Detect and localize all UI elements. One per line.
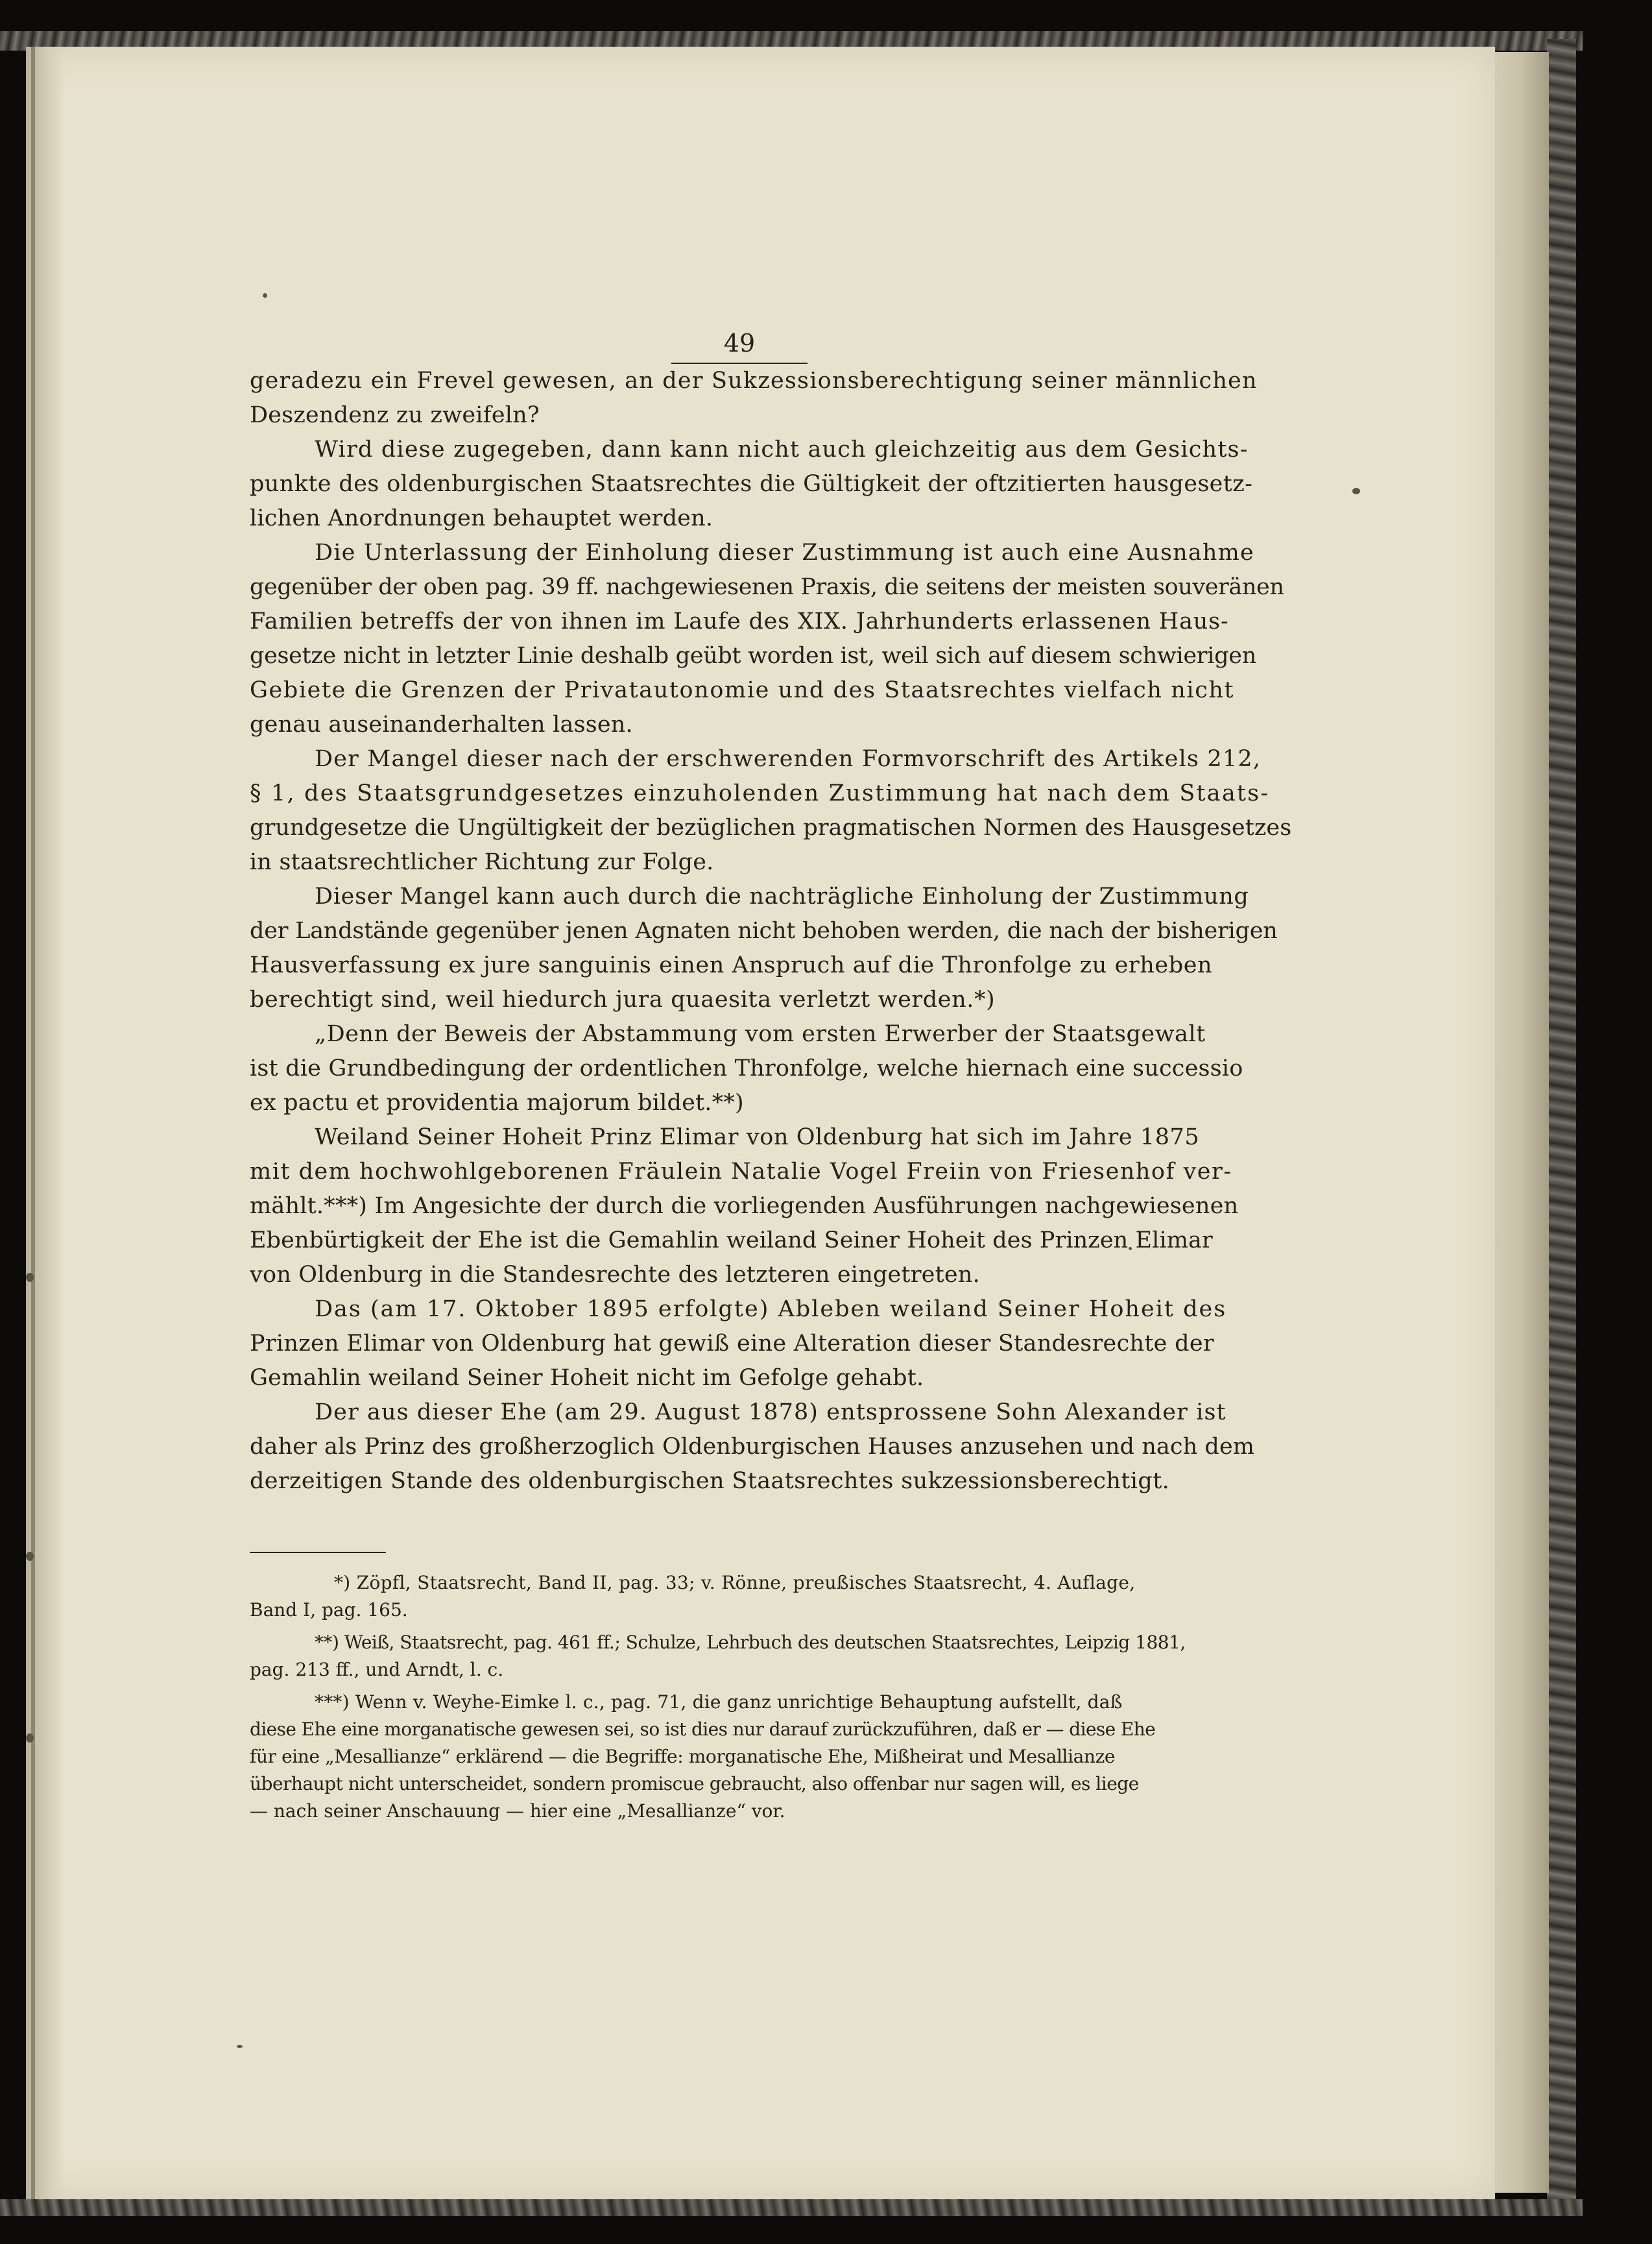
body-line: punkte des oldenburgischen Staatsrechtes die Gültigkeit der oftzitierten hausgesetz- [250, 471, 1253, 497]
body-line: von Oldenburg in die Standesrechte des letzteren eingetreten. [250, 1262, 980, 1288]
body-line: genau auseinanderhalten lassen. [250, 712, 633, 738]
body-line: Gebiete die Grenzen der Privatautonomie und des Staatsrechtes vielfach nicht [250, 677, 1235, 703]
binding-hole [26, 1273, 34, 1282]
body-line: daher als Prinz des großherzoglich Oldenburgischen Hauses anzusehen und nach dem [250, 1434, 1255, 1460]
body-line: der Landstände gegenüber jenen Agnaten nicht behoben werden, die nach der bisherigen [250, 918, 1278, 944]
body-line: derzeitigen Stande des oldenburgischen Staatsrechtes sukzessionsberechtigt. [250, 1468, 1170, 1494]
body-line: Gemahlin weiland Seiner Hoheit nicht im Gefolge gehabt. [250, 1365, 924, 1391]
footnote-line: ***) Wenn v. Weyhe-Eimke l. c., pag. 71, die ganz unrichtige Behauptung aufstellt, daß [315, 1691, 1123, 1713]
body-line: Prinzen Elimar von Oldenburg hat gewiß eine Alteration dieser Standesrechte der [250, 1331, 1214, 1357]
body-line: mit dem hochwohlgeborenen Fräulein Natalie Vogel Freiin von Friesenhof ver- [250, 1159, 1232, 1185]
paper-speck [263, 293, 267, 298]
body-line: Der Mangel dieser nach der erschwerenden Formvorschrift des Artikels 212, [315, 746, 1262, 772]
body-line: „Denn der Beweis der Abstammung vom ersten Erwerber der Staatsgewalt [315, 1021, 1206, 1047]
body-line: in staatsrechtlicher Richtung zur Folge. [250, 849, 714, 875]
footnote-line: Band I, pag. 165. [250, 1599, 408, 1621]
footnote-line: überhaupt nicht unterscheidet, sondern promiscue gebraucht, also offenbar nur sagen will, es liege [250, 1773, 1139, 1794]
binding-hole [26, 1552, 34, 1561]
footnote-line: *) Zöpfl, Staatsrecht, Band II, pag. 33; v. Rönne, preußisches Staatsrecht, 4. Auflage, [334, 1572, 1136, 1593]
body-line: Die Unterlassung der Einholung dieser Zustimmung ist auch eine Ausnahme [315, 540, 1254, 566]
footnote-line: — nach seiner Anschauung — hier eine „Mesallianze“ vor. [250, 1800, 785, 1822]
body-line: gesetze nicht in letzter Linie deshalb geübt worden ist, weil sich auf diesem schwierigen [250, 643, 1256, 669]
body-line: Wird diese zugegeben, dann kann nicht auch gleichzeitig aus dem Gesichts- [315, 437, 1249, 463]
body-line: Weiland Seiner Hoheit Prinz Elimar von Oldenburg hat sich im Jahre 1875 [315, 1124, 1200, 1150]
footnote-rule [250, 1552, 386, 1553]
body-line: Hausverfassung ex jure sanguinis einen Anspruch auf die Thronfolge zu erheben [250, 952, 1213, 978]
footnote-line: für eine „Mesallianze“ erklärend — die Begriffe: morganatische Ehe, Mißheirat und Mesallianze [250, 1746, 1116, 1767]
body-line: Der aus dieser Ehe (am 29. August 1878) entsprossene Sohn Alexander ist [315, 1399, 1227, 1425]
body-line: gegenüber der oben pag. 39 ff. nachgewiesenen Praxis, die seitens der meisten souveränen [250, 574, 1284, 600]
book-page [26, 47, 1495, 2199]
body-line: geradezu ein Frevel gewesen, an der Sukzessionsberechtigung seiner männlichen [250, 368, 1258, 394]
body-line: Ebenbürtigkeit der Ehe ist die Gemahlin weiland Seiner Hoheit des Prinzen Elimar [250, 1227, 1213, 1253]
book-board-right [1547, 39, 1576, 2199]
body-line: ist die Grundbedingung der ordentlichen Thronfolge, welche hiernach eine successio [250, 1056, 1243, 1081]
binding-edge [31, 47, 35, 2199]
body-line: berechtigt sind, weil hiedurch jura quaesita verletzt werden.*) [250, 987, 996, 1013]
footnote-line: pag. 213 ff., und Arndt, l. c. [250, 1659, 504, 1680]
body-line: Das (am 17. Oktober 1895 erfolgte) Ableben weiland Seiner Hoheit des [315, 1296, 1227, 1322]
book-board-bottom [0, 2199, 1583, 2216]
binding-hole [26, 1733, 34, 1743]
page-number-rule [671, 363, 808, 364]
body-line: mählt.***) Im Angesichte der durch die vorliegenden Ausführungen nachgewiesenen [250, 1193, 1239, 1219]
body-line: grundgesetze die Ungültigkeit der bezüglichen pragmatischen Normen des Hausgesetzes [250, 815, 1292, 841]
footnote-line: diese Ehe eine morganatische gewesen sei, so ist dies nur darauf zurückzuführen, daß er — diese Ehe [250, 1719, 1156, 1740]
body-line: Deszendenz zu zweifeln? [250, 402, 540, 428]
body-line: Dieser Mangel kann auch durch die nachträgliche Einholung der Zustimmung [315, 884, 1249, 910]
footnote-line: **) Weiß, Staatsrecht, pag. 461 ff.; Schulze, Lehrbuch des deutschen Staatsrechtes, Leipzig 1881, [315, 1632, 1186, 1653]
body-line: ex pactu et providentia majorum bildet.**) [250, 1090, 744, 1116]
body-line: § 1, des Staatsgrundgesetzes einzuholenden Zustimmung hat nach dem Staats- [250, 780, 1270, 806]
paper-speck [1352, 488, 1360, 494]
page-number: 49 [723, 329, 756, 357]
paper-speck [237, 2045, 243, 2048]
body-line: Familien betreffs der von ihnen im Laufe des XIX. Jahrhunderts erlassenen Haus- [250, 609, 1229, 634]
body-line: lichen Anordnungen behauptet werden. [250, 505, 713, 531]
